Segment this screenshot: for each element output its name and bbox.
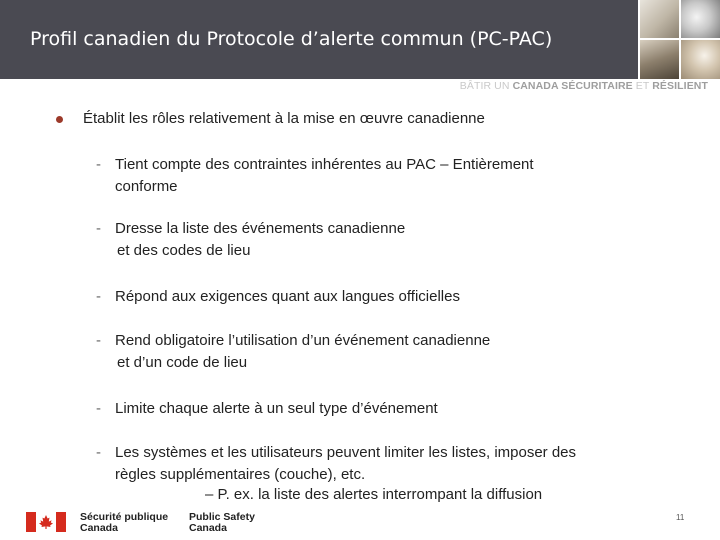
slide-title: Profil canadien du Protocole d’alerte commun (PC-PAC) [30,28,553,50]
sub-item-line: Rend obligatoire l’utilisation d’un événement canadienne [115,332,491,349]
sub-item-line: Les systèmes et les utilisateurs peuvent limiter les listes, imposer des [115,444,577,461]
header-photo-3 [640,40,679,79]
footer-fr-line: Sécurité publique [80,511,169,523]
header-photo-2 [681,0,720,38]
sub-item-line: règles supplémentaires (couche), etc. [115,466,366,483]
page-number: 11 [676,513,685,522]
footer-en-line: Canada [189,522,227,534]
tagline [460,80,708,92]
sub-item-line: Répond aux exigences quant aux langues officielles [115,288,460,305]
sub-item-line: Tient compte des contraintes inhérentes au PAC – Entièrement [115,156,534,173]
header-photo-1 [640,0,679,38]
title-bar [0,0,638,79]
sub-item-line: Dresse la liste des événements canadienne [115,220,406,237]
sub-item-line: conforme [115,178,178,195]
dash-icon: - [96,156,101,173]
footer-fr-line: Canada [80,522,118,534]
footer-en-line: Public Safety [189,511,255,523]
sub-item-note: – P. ex. la liste des alertes interrompant la diffusion [205,486,543,503]
main-bullet-text: Établit les rôles relativement à la mise en œuvre canadienne [83,110,485,127]
tagline-part-1: BÂTIR UN [459,80,513,92]
dash-icon: - [96,332,101,349]
dash-icon: - [96,444,101,461]
sub-item-line: et des codes de lieu [117,242,251,259]
bullet-dot-icon [56,116,63,123]
tagline-part-4: RÉSILIENT [652,80,708,92]
sub-item-line: et d’un code de lieu [117,354,248,371]
dash-icon: - [96,400,101,417]
footer-department-en [189,512,255,534]
tagline-part-2: CANADA SÉCURITAIRE [512,80,633,92]
footer-department-fr [80,512,168,534]
dash-icon: - [96,288,101,305]
sub-item-line: Limite chaque alerte à un seul type d’événement [115,400,438,417]
canada-flag-icon [26,512,66,532]
header-photo-4 [681,40,720,79]
header-photo-collage [640,0,720,79]
tagline-part-3: ET [632,80,653,92]
dash-icon: - [96,220,101,237]
